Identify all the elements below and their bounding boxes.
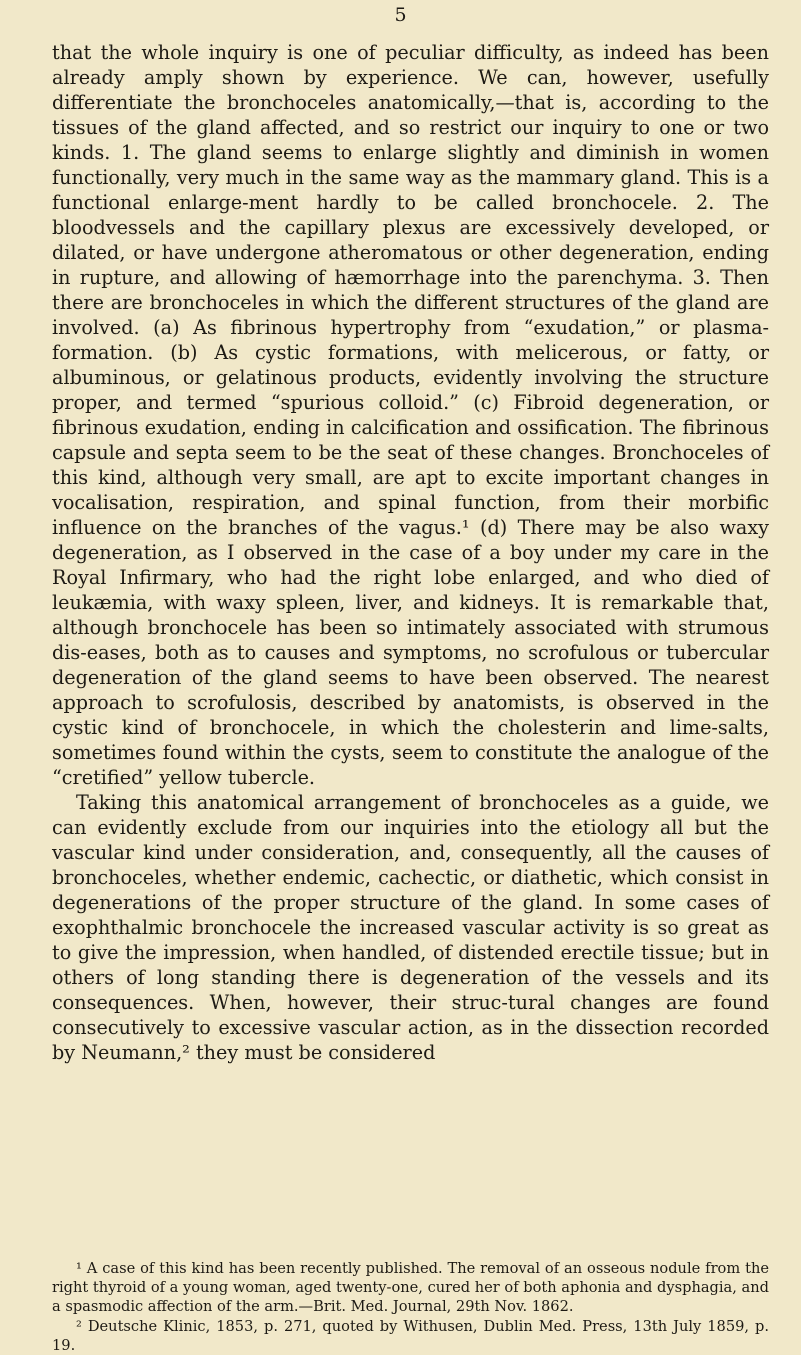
footnotes bbox=[52, 1259, 769, 1355]
footnote-1: ¹ A case of this kind has been recently published. The removal of an osseous nodule from the right thyroid of a young woman, aged twenty-one, cured her of both aphonia and dysphagia, and a spasmodic affection of the arm.—Brit. Med. Journal, 29th Nov. 1862. bbox=[52, 1260, 769, 1316]
body-text bbox=[52, 40, 769, 1065]
footnote-2: ² Deutsche Klinic, 1853, p. 271, quoted by Withusen, Dublin Med. Press, 13th July 1859, p. 19. bbox=[52, 1317, 769, 1354]
page-number: 5 bbox=[394, 4, 407, 26]
paragraph-1: that the whole inquiry is one of peculiar difficulty, as indeed has been already amply shown by experience. We can, however, usefully differentiate the bronchoceles anatomically,—that is, according to the tissues of the gland affected, and so restrict our inquiry to one or two kinds. 1. The gland seems to enlarge slightly and diminish in women functionally, very much in the same way as the mammary gland. This is a functional enlarge-ment hardly to be called bronchocele. 2. The bloodvessels and the capillary plexus are excessively developed, or dilated, or have undergone atheromatous or other degeneration, ending in rupture, and allowing of hæmorrhage into the parenchyma. 3. Then there are bronchoceles in which the different structures of the gland are involved. (a) As fibrinous hypertrophy from “exudation,” or plasma-formation. (b) As cystic formations, with melicerous, or fatty, or albuminous, or gelatinous products, evidently involving the structure proper, and termed “spurious colloid.” (c) Fibroid degeneration, or fibrinous exudation, ending in calcification and ossification. The fibrinous capsule and septa seem to be the seat of these changes. Bronchoceles of this kind, although very small, are apt to excite important changes in vocalisation, respiration, and spinal function, from their morbific influence on the branches of the vagus.¹ (d) There may be also waxy degeneration, as I observed in the case of a boy under my care in the Royal Infirmary, who had the right lobe enlarged, and who died of leukæmia, with waxy spleen, liver, and kidneys. It is remarkable that, although bronchocele has been so intimately associated with strumous dis-eases, both as to causes and symptoms, no scrofulous or tubercular degeneration of the gland seems to have been observed. The nearest approach to scrofulosis, described by anatomists, is observed in the cystic kind of bronchocele, in which the cholesterin and lime-salts, sometimes found within the cysts, seem to constitute the analogue of the “cretified” yellow tubercle. bbox=[52, 41, 769, 789]
paragraph-2: Taking this anatomical arrangement of bronchoceles as a guide, we can evidently exclude from our inquiries into the etiology all but the vascular kind under consideration, and, consequently, all the causes of bronchoceles, whether endemic, cachectic, or diathetic, which consist in degenerations of the proper structure of the gland. In some cases of exophthalmic bronchocele the increased vascular activity is so great as to give the impression, when handled, of distended erectile tissue; but in others of long standing there is degeneration of the vessels and its consequences. When, however, their struc-tural changes are found consecutively to excessive vascular action, as in the dissection recorded by Neumann,² they must be considered bbox=[52, 791, 769, 1064]
